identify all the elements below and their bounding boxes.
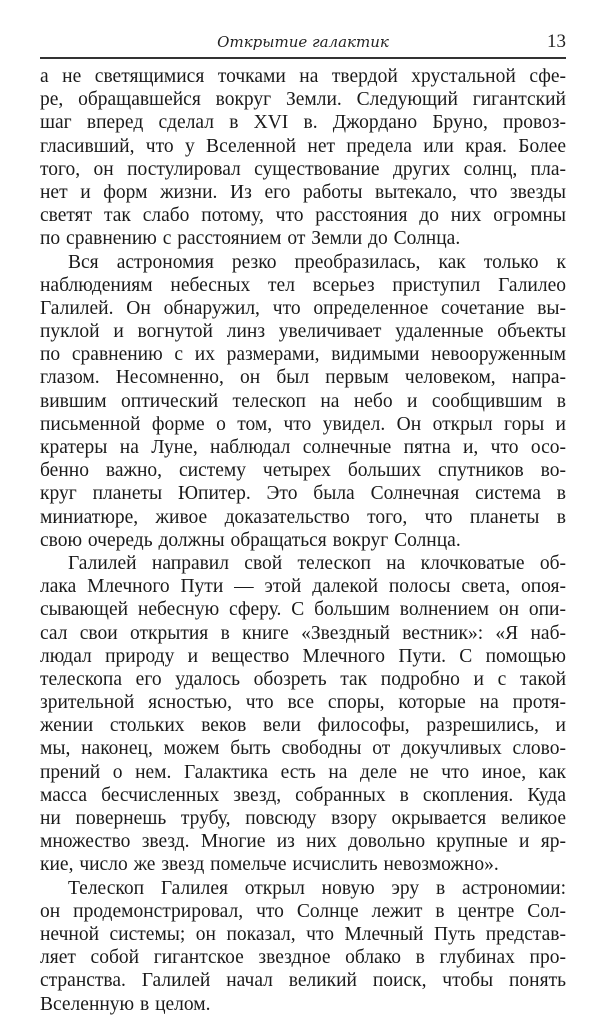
book-page: [40, 0, 566, 1015]
text-line: мы, наконец, можем быть свободны от докучливых слово-: [40, 738, 566, 760]
text-line: по сравнению с расстоянием от Земли до Солнца.: [40, 228, 461, 250]
header-rule: [40, 57, 566, 59]
text-line: вившим оптический телескоп на небо и сообщившим в: [40, 390, 566, 412]
text-line: кратеры на Луне, наблюдал солнечные пятна и, что осо-: [40, 437, 566, 458]
text-line: по сравнению с их размерами, видимыми невооруженным: [40, 344, 566, 366]
text-line: Галилей. Он обнаружил, что определенное сочетание вы-: [40, 297, 566, 319]
text-line: круг планеты Юпитер. Это была Солнечная система в: [40, 483, 566, 505]
text-line: сывающей небесную сферу. С большим волнением он опи-: [40, 599, 566, 621]
page-body: [40, 65, 566, 1016]
paragraph: [40, 877, 566, 1016]
text-line: странства. Галилей начал великий поиск, чтобы понять: [40, 970, 566, 992]
text-line: ре, обращавшейся вокруг Земли. Следующий гигантский: [40, 89, 566, 111]
text-line: бенно важно, систему четырех больших спутников во-: [40, 460, 566, 482]
text-line: миниатюре, живое доказательство того, что планеты в: [40, 506, 566, 528]
text-line: шаг вперед сделал в XVI в. Джордано Бруно, провоз-: [40, 112, 566, 134]
page-header: [40, 0, 566, 58]
text-line: светят так слабо потому, что расстояния до них огромны: [40, 205, 566, 227]
text-line: нет и форм жизни. Из его работы вытекало, что звезды: [40, 181, 566, 203]
text-line: кие, число же звезд помельче исчислить невозможно».: [40, 854, 499, 876]
paragraph: [40, 552, 566, 877]
text-line: Галилей направил свой телескоп на клочковатые об-: [68, 552, 566, 574]
text-line: гласивший, что у Вселенной нет предела или края. Более: [40, 135, 566, 157]
text-line: наблюдениям небесных тел всерьез приступил Галилео: [40, 274, 566, 296]
text-line: Вся астрономия резко преобразилась, как только к: [68, 251, 566, 273]
page-number: 13: [547, 31, 566, 52]
text-line: ляет собой гигантское звездное облако в глубинах про-: [40, 947, 566, 969]
text-line: масса бесчисленных звезд, собранных в скопления. Куда: [40, 784, 566, 806]
text-line: жении стольких веков вели философы, разрешились, и: [40, 715, 566, 737]
text-line: пуклой и вогнутой линз увеличивает удаленные объекты: [40, 321, 566, 343]
text-line: Вселенную в целом.: [40, 993, 211, 1015]
text-line: телескопа его удалось обозреть так подробно и с такой: [40, 668, 566, 690]
text-line: а не светящимися точками на твердой хрустальной сфе-: [40, 66, 566, 87]
text-line: свою очередь должны обращаться вокруг Солнца.: [40, 529, 461, 551]
text-line: Телескоп Галилея открыл новую эру в астрономии:: [68, 877, 566, 899]
paragraph: [40, 65, 566, 251]
text-line: множество звезд. Многие из них довольно крупные и яр-: [40, 831, 566, 853]
text-line: ни повернешь трубу, повсюду взору окрывается великое: [40, 808, 566, 829]
text-line: нечной системы; он показал, что Млечный Путь представ-: [40, 923, 566, 945]
text-line: он продемонстрировал, что Солнце лежит в центре Сол-: [40, 900, 566, 922]
text-line: того, он постулировал существование других солнц, пла-: [40, 158, 566, 180]
paragraph: [40, 251, 566, 552]
running-title: Открытие галактик: [217, 33, 389, 51]
text-line: глазом. Несомненно, он был первым человеком, напра-: [40, 367, 566, 389]
text-line: зрительной ясностью, что все споры, которые на протя-: [40, 692, 566, 714]
text-line: прений о нем. Галактика есть на деле не что иное, как: [40, 761, 566, 783]
text-line: людал природу и вещество Млечного Пути. С помощью: [40, 645, 566, 667]
text-line: сал свои открытия в книге «Звездный вестник»: «Я наб-: [40, 622, 566, 644]
text-line: лака Млечного Пути — этой далекой полосы света, опоя-: [40, 576, 566, 598]
text-line: письменной форме о том, что увидел. Он открыл горы и: [40, 413, 566, 435]
